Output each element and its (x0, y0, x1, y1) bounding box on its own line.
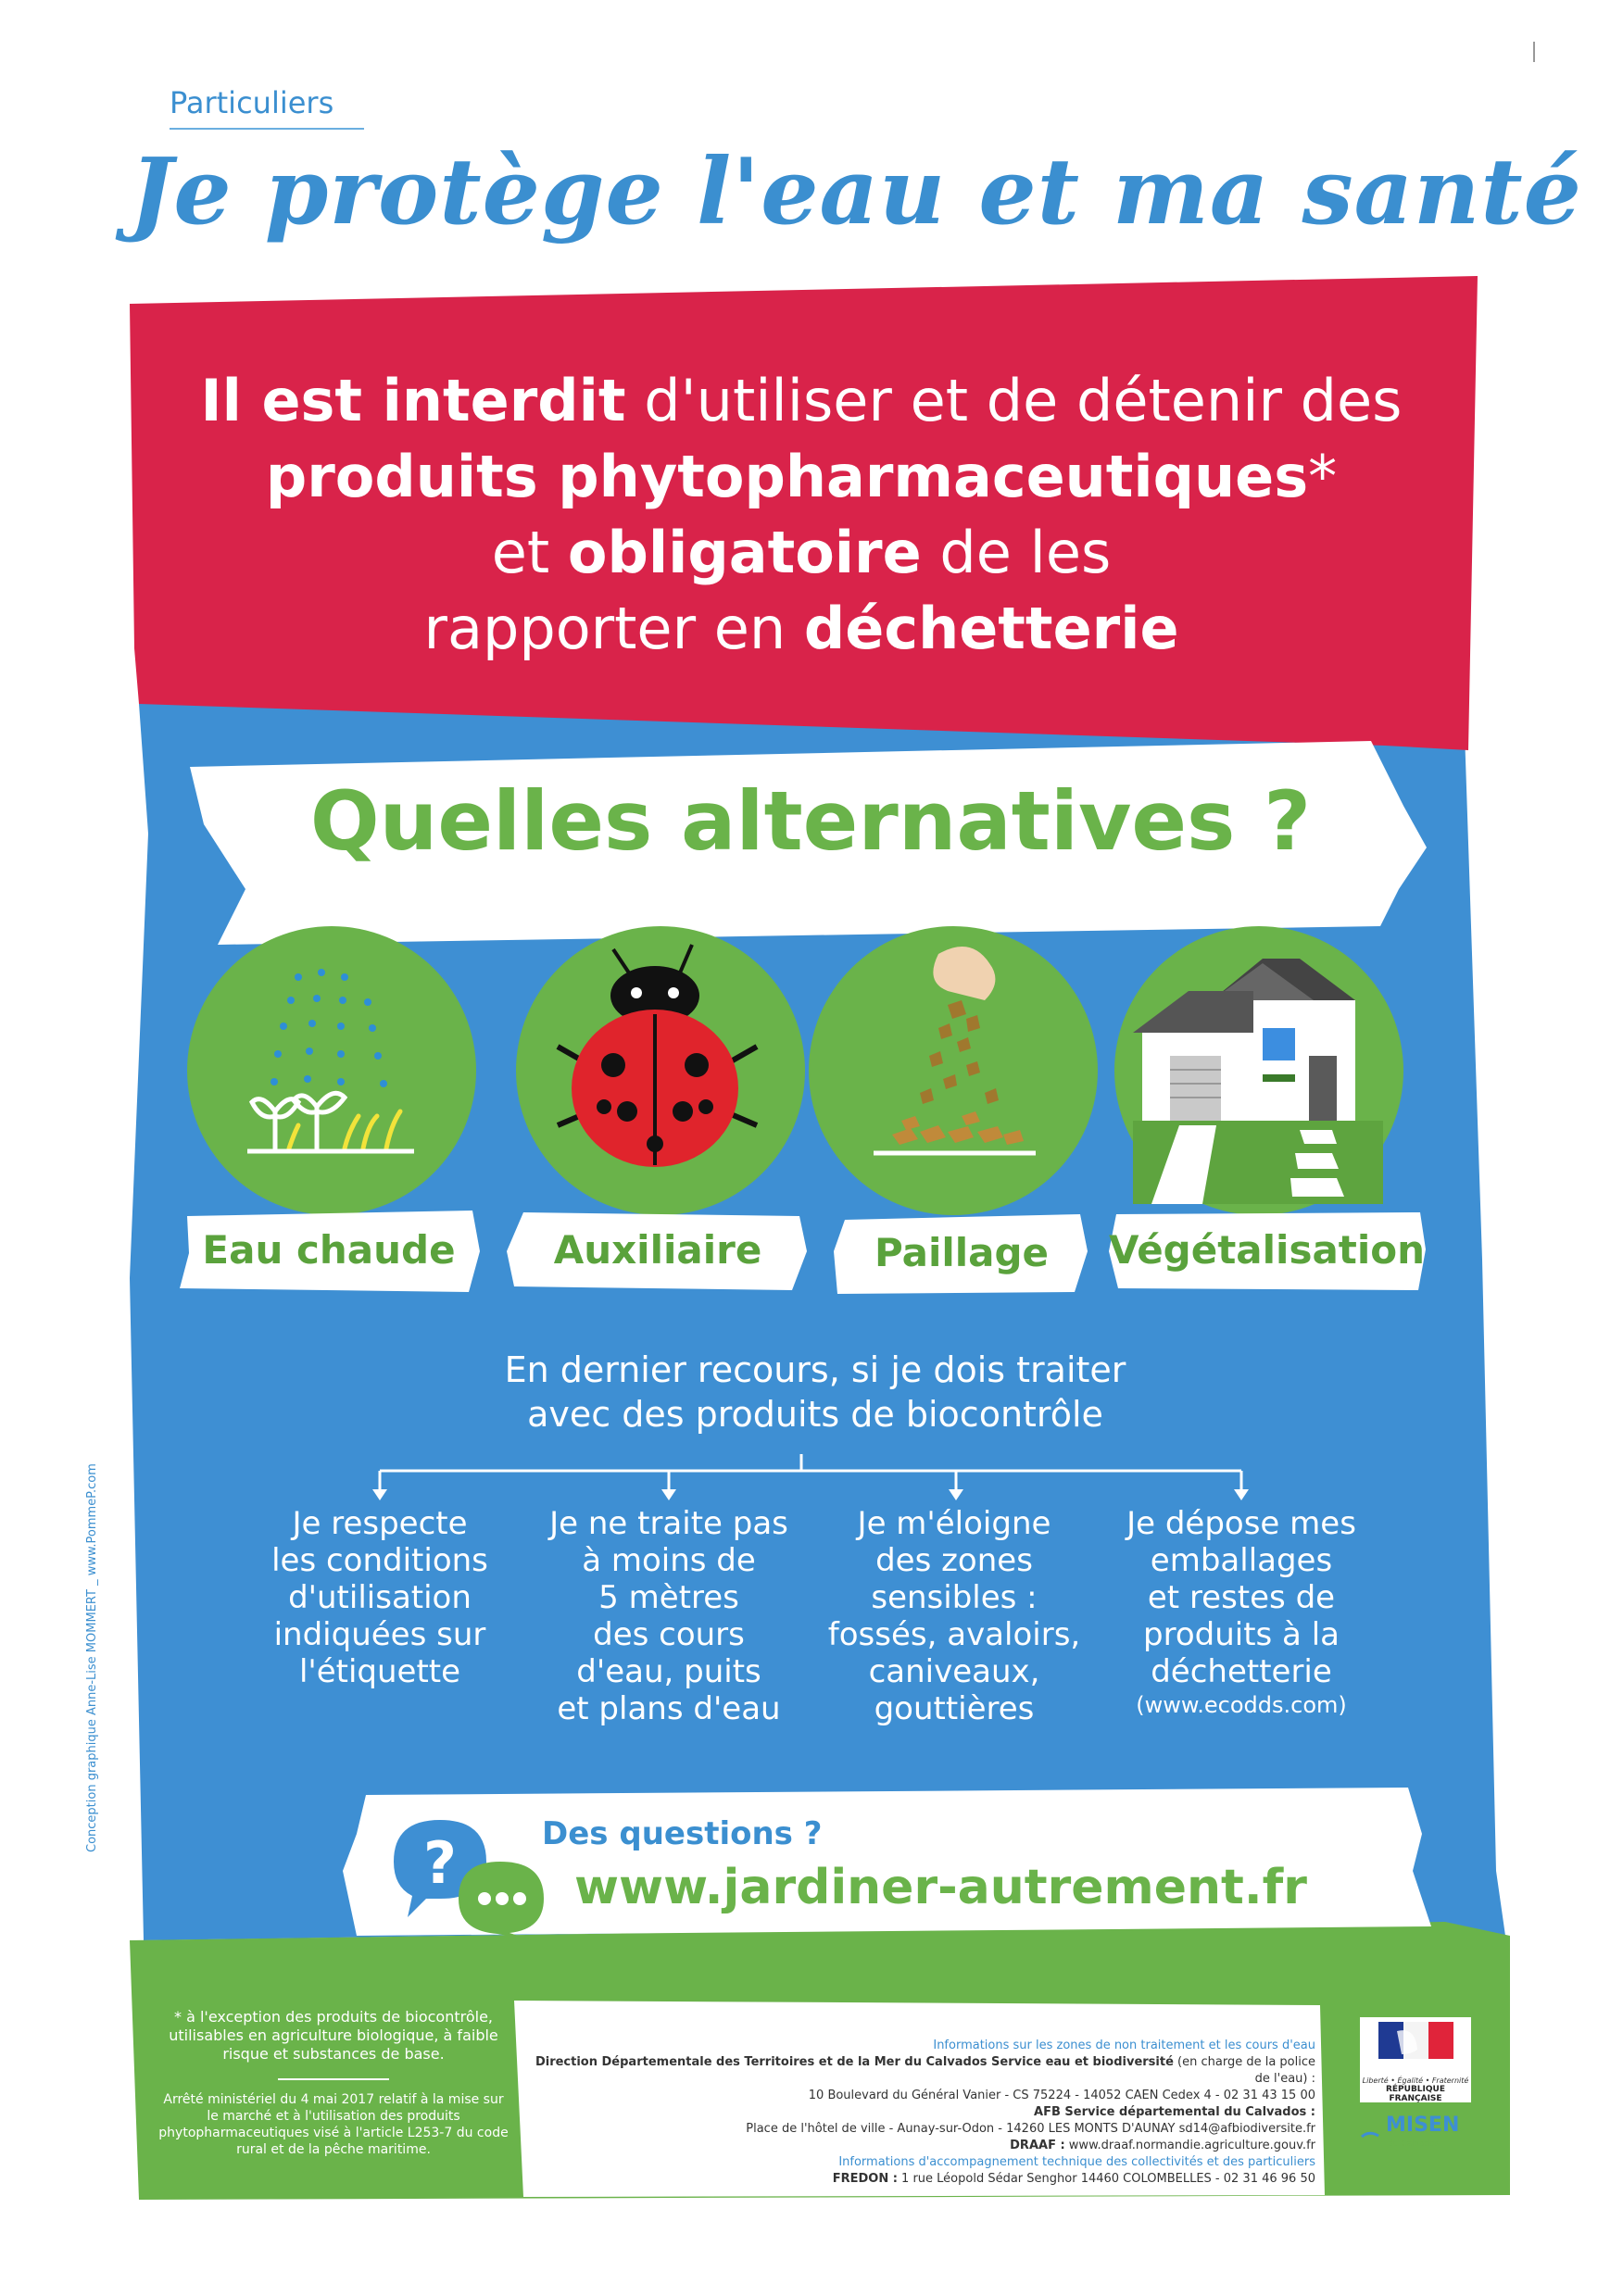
alternatives-title: Quelles alternatives ? (309, 773, 1312, 869)
questions-label: Des questions ? (542, 1815, 823, 1852)
alternative-label-auxiliaire: Auxiliaire (553, 1226, 762, 1273)
page-title: Je protège l'eau et ma santé (130, 139, 1583, 245)
biocontrol-intro (352, 1348, 1278, 1437)
ecodds-link[interactable]: (www.ecodds.com) (1136, 1692, 1347, 1718)
step-sensitive-zones: Je m'éloigne des zones sensibles : fossés, avaloirs, caniveaux, gouttières (827, 1505, 1081, 1727)
step-conditions: Je respecte les conditions d'utilisation indiquées sur l'étiquette (271, 1505, 488, 1690)
alternative-label-paillage: Paillage (874, 1229, 1050, 1275)
alternative-label-vegetalisation: Végétalisation (1108, 1226, 1426, 1273)
speech-bubbles-icon (384, 1811, 560, 1940)
ban-statement (139, 363, 1464, 667)
biocontrol-intro-line-2: avec des produits de biocontrôle (527, 1394, 1103, 1435)
house-garden-icon (1114, 926, 1403, 1215)
footnote-divider (278, 2078, 389, 2080)
contact-information: Informations sur les zones de non traitement et les cours d'eau Direction Départementale des Territoires et de la Mer du Calvados Service eau et biodiversité (en charge de la police de l'eau) : 10 Boulevard du Général Vanier - CS 75224 - 14052 CAEN Cedex 4 - 02 31 43 15 00 AFB Service départemental du Calvados : Place de l'hôtel de ville - Aunay-sur-Odon - 14260 LES MONTS D'AUNAY sd14@afbiodiversite.fr DRAAF : www.draaf.normandie.agriculture.gouv.fr Informations d'accompagnement technique des collectivités et des particuliers FREDON : 1 rue Léopold Sédar Senghor 14460 COLOMBELLES - 02 31 46 96 50 (535, 2039, 1315, 2186)
mulch-icon (809, 926, 1098, 1215)
ban-line-1: Il est interdit d'utiliser et de détenir des (200, 367, 1403, 434)
step-deposit: Je dépose mes emballages et restes de produits à la déchetterie (www.ecodds.com) (1102, 1505, 1380, 1720)
biocontrol-intro-line-1: En dernier recours, si je dois traiter (504, 1349, 1126, 1390)
ban-line-4: rapporter en déchetterie (423, 595, 1179, 662)
ban-line-3: et obligatoire de les (491, 519, 1112, 586)
footnote-exception: * à l'exception des produits de biocontrôle, utilisables en agriculture biologique, à faible risque et substances de base. (169, 2008, 498, 2063)
misen-drop-icon (1351, 2104, 1388, 2151)
misen-logo: MISEN du Calvados (1351, 2104, 1480, 2178)
hot-water-icon (187, 926, 476, 1215)
category-label: Particuliers (170, 85, 334, 120)
ban-line-2: produits phytopharmaceutiques* (265, 443, 1338, 510)
republique-francaise-logo: Liberté • Égalité • Fraternité RÉPUBLIQUE FRANÇAISE (1360, 2017, 1471, 2102)
alternative-label-eau-chaude: Eau chaude (202, 1226, 456, 1273)
design-credit: Conception graphique Anne-Lise MOMMERT _ www.PommeP.com (85, 1463, 99, 1852)
ladybug-icon (516, 926, 805, 1215)
scan-mark (1533, 42, 1535, 62)
footnote-decree: Arrêté ministériel du 4 mai 2017 relatif à la mise sur le marché et à l'utilisation des produits phytopharmaceutiques visé à l'article L253-7 du code rural et de la pêche maritime. (158, 2092, 509, 2157)
svg-text:?: ? (423, 1829, 457, 1897)
website-link[interactable]: www.jardiner-autrement.fr (574, 1860, 1307, 1915)
category-underline (170, 128, 364, 130)
step-distance: Je ne traite pas à moins de 5 mètres des cours d'eau, puits et plans d'eau (549, 1505, 788, 1727)
